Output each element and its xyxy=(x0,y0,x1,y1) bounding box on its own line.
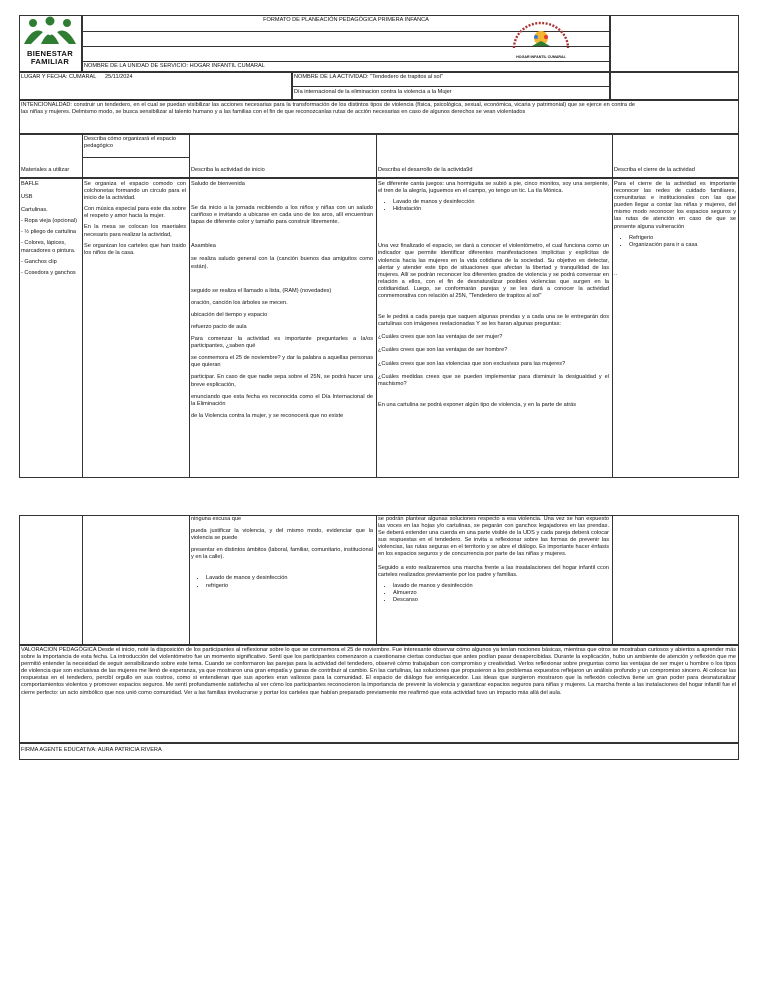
inicio-p3: Asamblea xyxy=(191,243,216,250)
actividad-subtitle: Día internacional de la eliminacion contra la violencia a la Mujer xyxy=(294,89,452,95)
firma-agente: FIRMA AGENTE EDUCATIVA: AURA PATRICIA RIVERA xyxy=(21,747,162,753)
inicio-p13: de la Violencia contra la mujer, y se reconocerá que no existe xyxy=(191,412,344,419)
inicio-p2: Se da inicio a la jornada recibiendo a los niños y niñas con un saludo cariñoso e invitando a ubicarse en cada uno de los aros, allí encuentran tapas de diferente color y tamaño para construir libremente. xyxy=(191,205,373,226)
format-title: FORMATO DE PLANEACIÓN PEDAGÓGICA PRIMERA INFANCA xyxy=(263,17,429,23)
list-item: • Descanso xyxy=(393,597,609,604)
list-item: USB xyxy=(21,194,33,201)
list-item: • Hidratación xyxy=(393,206,609,213)
espacio-p2: Con música especial para este dia sobre el respeto y amor hacia la mujer. xyxy=(84,206,186,220)
desarrollo-p4: En una cartulina se podrá exponer algún tipo de violencia, y en la parte de atrás xyxy=(378,401,577,408)
actividad-right-cell xyxy=(610,72,739,100)
inicio-p14: ninguna excusa que xyxy=(191,516,242,522)
cierre-dots: .. xyxy=(614,270,618,277)
inicio-p11: participar. En caso de que nadie sepa sobre el 25N, se podrá hacer una breve explicación, xyxy=(191,374,373,388)
logo-line-2: FAMILIAR xyxy=(30,57,70,66)
inicio-continued xyxy=(191,516,373,592)
inicio-bullets xyxy=(191,575,373,589)
desarrollo-p6: Seguido a esto realizaremos una marcha frente a las insatalaciones del hogar infantil ccon carteles realizados previamente por los padre y familias. xyxy=(378,564,609,578)
list-item: • Organización para ir a casa xyxy=(629,242,736,249)
valoracion-text: VALORACION PEDAGÓGICA Desde el inicio, noté la disposición de los participantes al reflexionar sobre lo que se conmemora el 25 de noviembre. Fue interesante observar cómo algunos ya tenían nociones básicas, mientras que otros se mostraban curiosos y abiertos a aprender más sobre la importancia de esta fecha. La introducción del violentómetro fue un momento significativo. Sentí que los participantes comenzaron a cuestionarse ciertas conductas que antes podían pasar desapercibidas. Durante la explicación, hubo un ambiente de atención y reflexión que me permitió entender la necesidad de seguir sensibilizando sobre este tema. Cuando se conformaron las parejas para la actividad del tendedero, observé cómo trabajaban con compromiso y creatividad. Verlos reflexionar sobre preguntas como las ventajas de ser mujer u hombre o los tipos de violencia que son exclusivas de las mujeres me llenó de esperanza, ya que mostraron una gran empatía y ganas de contribuir al cambio. En las cartulinas, las soluciones que propusieron a los problemas expuestos reflejaron un análisis profundo y un compromiso sincero. Al colocar las respuestas en el tendedero, percibí orgullo en sus rostros, como si entendieran que sus aportes eran valiosos para la comunidad. El espacio de diálogo fue enriquecedor. Las ideas que surgieron mostraron que la reflexión colectiva tiene un gran poder para desnaturalizar comportamientos violentos y promover espacios seguros. Me sentí profundamente satisfecha al ver cómo los participantes reconocieron la importancia de prevenir la violencia y garantizar espacios seguros para niñas y mujeres. La marcha frente a las instalaciones del hogar infantil fue el cierre perfecto: un acto simbólico que nos unió como comunidad. Ver a las familias involucrarse y portar los carteles que habían preparado previamente me reafirmó que esta actividad tuvo un impacto más allá del aula. xyxy=(21,647,736,696)
inicio-p12: enunciando que esta fecha es reconocida como el Día Internacional de la Eliminación xyxy=(191,393,373,407)
intencionalidad-text: INTENCIONALDAD: construir un tendedero, en el cual se puedan visibilizar las acciones necesarias para la transformación de los distintos tipos de violencia (física, psicológica, sexual, económica, vicaria y patrimonial) que se ejerce en contra de las niñas y mujeres. Delmismo modo, se busca sensibilizar al talento humano y a las familias con el fin de que reconozcanlas rutas de acción necesarias en caso de algunos derechos se vean violentados xyxy=(21,102,635,116)
list-item: - Cosedora y ganchos xyxy=(21,269,76,276)
desarrollo-q2: ¿Cuáles crees que son las ventajas de ser hombre? xyxy=(378,347,508,354)
family-logo-icon xyxy=(21,16,79,46)
list-item: - Colores, lápices, marcadores o pintura. xyxy=(21,240,76,254)
espacio-p3: En la mesa se colocan los maeriales necesaris para realizar la actividad, xyxy=(84,224,186,238)
col-espacio: Describa cómo organizará el espacio pedagógico xyxy=(84,136,177,150)
desarrollo-p1: Se diferente canta juegos: una hormiguita se subió a pie, cinco monitos, soy una serpiente, el tren de la alegría, juguemos en el campo, yo tengo un tic. La tía Mónica. xyxy=(378,181,609,195)
desarrollo-q4: ¿Cuáles medidas crees que se pueden implementar para disminuir la desigualdad y el machismo? xyxy=(378,373,609,387)
right-blank-cell xyxy=(610,15,739,72)
desarrollo-continued xyxy=(378,516,609,606)
list-item: - ½ pliego de cartulina xyxy=(21,229,77,236)
unidad-servicio: NOMBRE DE LA UNIDAD DE SERVICIO: HOGAR INFANTIL CUMARAL xyxy=(84,63,265,69)
col-desarrollo: Describa el desarrollo de la activida9d xyxy=(378,167,473,173)
list-item: • Lavado de manos y desinfección xyxy=(393,199,609,206)
list-item: • refrigerio xyxy=(206,583,373,590)
lugar-fecha-label: LUGAR Y FECHA: CUMARAL xyxy=(21,74,97,80)
inicio-p9: Para comenzar la actividad es importante preguntarles a la/os participantes, ¿saben qué xyxy=(191,336,373,350)
desarrollo-p5: se podrán plantear algunas soluciones respecto a esa violencia. Una vez se han expuesto las voces en las hojas y/o cartulinas, se pegarán con ganchos legajadores en las prendas. Se deberá extender una cuerda en una parte visible de la UDS y cada pareja deberá colocar sus respuestas en el tendedero. Se invita a reflexionar sobre las formas de prevenir las violencias, las rutas seguras en el territorio y se abre el diálogo. Es importante hacer énfasis en los espacios seguros y de concurrencia por parte de las niñas y mujeres. xyxy=(378,516,609,558)
list-item: • Almuerzo xyxy=(393,590,609,597)
logo-line-1: BIENESTAR xyxy=(26,49,73,58)
inicio-p5: seguido se realiza el llamado a lista, (RAM) (novedades) xyxy=(191,287,332,294)
fecha-value: 25/11/2024 xyxy=(105,74,133,80)
col-cierre: Describa el cierre de la actividad xyxy=(614,167,695,173)
inicio-p7: ubicación del tiempo y espacio xyxy=(191,311,268,318)
hogar-logo-text: HOGAR INFANTIL CUMARAL xyxy=(516,55,566,59)
list-item: BAFLE xyxy=(21,181,39,187)
espacio-p1: Se organiza el espacio comodo con colchonetas formando un circulo para el inicio de la actividad. xyxy=(84,181,186,202)
cierre-p1: Para el cierre de la actividad es importante reconocer las redes de cuidado familiares, comunitarias e institucionales con las que pueden llegar a contar las niñas y mujeres, del mismo modo reconocer los espacios seguros y las rutas de atención en caso de que se presente alguna vulneración xyxy=(614,181,736,230)
desarrollo-bullets-1 xyxy=(378,199,609,213)
list-item: • Refrigerio xyxy=(629,235,736,242)
cierre-bullets xyxy=(614,235,736,249)
list-item: • lavado de manos y desinfección xyxy=(393,583,609,590)
inicio-p16: presentar en distintos ámbitos (laboral, familiar, comunitario, institucional y en la calle). xyxy=(191,547,373,561)
desarrollo-bullets-2 xyxy=(378,583,609,604)
espacio-text xyxy=(84,181,186,261)
hogar-logo-icon xyxy=(506,20,576,50)
hogar-infantil-logo xyxy=(506,20,576,59)
cierre-text xyxy=(614,181,736,282)
materiales-list xyxy=(21,181,79,281)
desarrollo-q3: ¿Cuáles crees que son las violencias que son exclusivas para las mujeres? xyxy=(378,360,566,367)
inicio-p6: oración, canción los árboles se mecen. xyxy=(191,299,288,306)
col-inicio: Describa la actividad de inicio xyxy=(191,167,265,173)
actividad-name: NOMBRE DE LA ACTIVIDAD: "Tendedero de trapitos al sol" xyxy=(294,74,443,80)
inicio-p15: pueda justificar la violencia, y del mismo modo, evidenciar que la violencia se puede xyxy=(191,528,373,542)
inicio-text xyxy=(191,181,373,476)
espacio-p4: Se organizan los carteles que han traido los niños de la casa. xyxy=(84,242,186,256)
list-item: • Lavado de manos y desinfección xyxy=(206,575,373,582)
desarrollo-p3: Se le pedirá a cada pareja que saquen algunas prendas y a cada una se le entregarán dos cartulinas con imágenes reelacionadas Y se les haran algunas preguntas: xyxy=(378,314,609,328)
bienestar-logo xyxy=(21,16,79,70)
inicio-p8: refuerzo pacto de aula xyxy=(191,323,247,330)
list-item: - Ganchos clip xyxy=(21,258,57,265)
desarrollo-p2: Una vez finalizado el espacio, se dará a conocer el violentómetro, el cual funciona como un indicador que permite identificar diferentes manifestaciones implícitas y explícitas de violencia hacia las mujeres en la vida cotidiana de la sociedad. Su objetivo es detectar, alertar y atender este tipo de situaciones que afectan la libertad y tranquilidad de las mujeres. Allí se podrán reconocer los diferentes grados de violencia y se podrá conversar en relación a ellos, con el fin de desnaturalizar posibles violencias que surgen en la cotidianidad. Luego, se conformarán parejas y se les dará a conocer la actividad conmemorativa con relación al 25N, "Tendedero de trapitos al sol" xyxy=(378,243,609,300)
desarrollo-text xyxy=(378,181,609,476)
desarrollo-q1: ¿Cuáles crees que son las ventajas de ser mujer? xyxy=(378,334,503,341)
col-materiales: Materiales a utilizar xyxy=(21,167,70,173)
inicio-p10: se conmemora el 25 de noviembre? y dar la palabra a aquellas personas que quieran xyxy=(191,355,373,369)
list-item: - Ropa vieja (opcional) xyxy=(21,218,77,225)
inicio-p1: Saludo de bienvenida xyxy=(191,181,245,187)
list-item: Cartulinas. xyxy=(21,207,48,214)
inicio-p4: se realiza saludo general con la (canción buenos das amiguitos como están). xyxy=(191,256,373,270)
